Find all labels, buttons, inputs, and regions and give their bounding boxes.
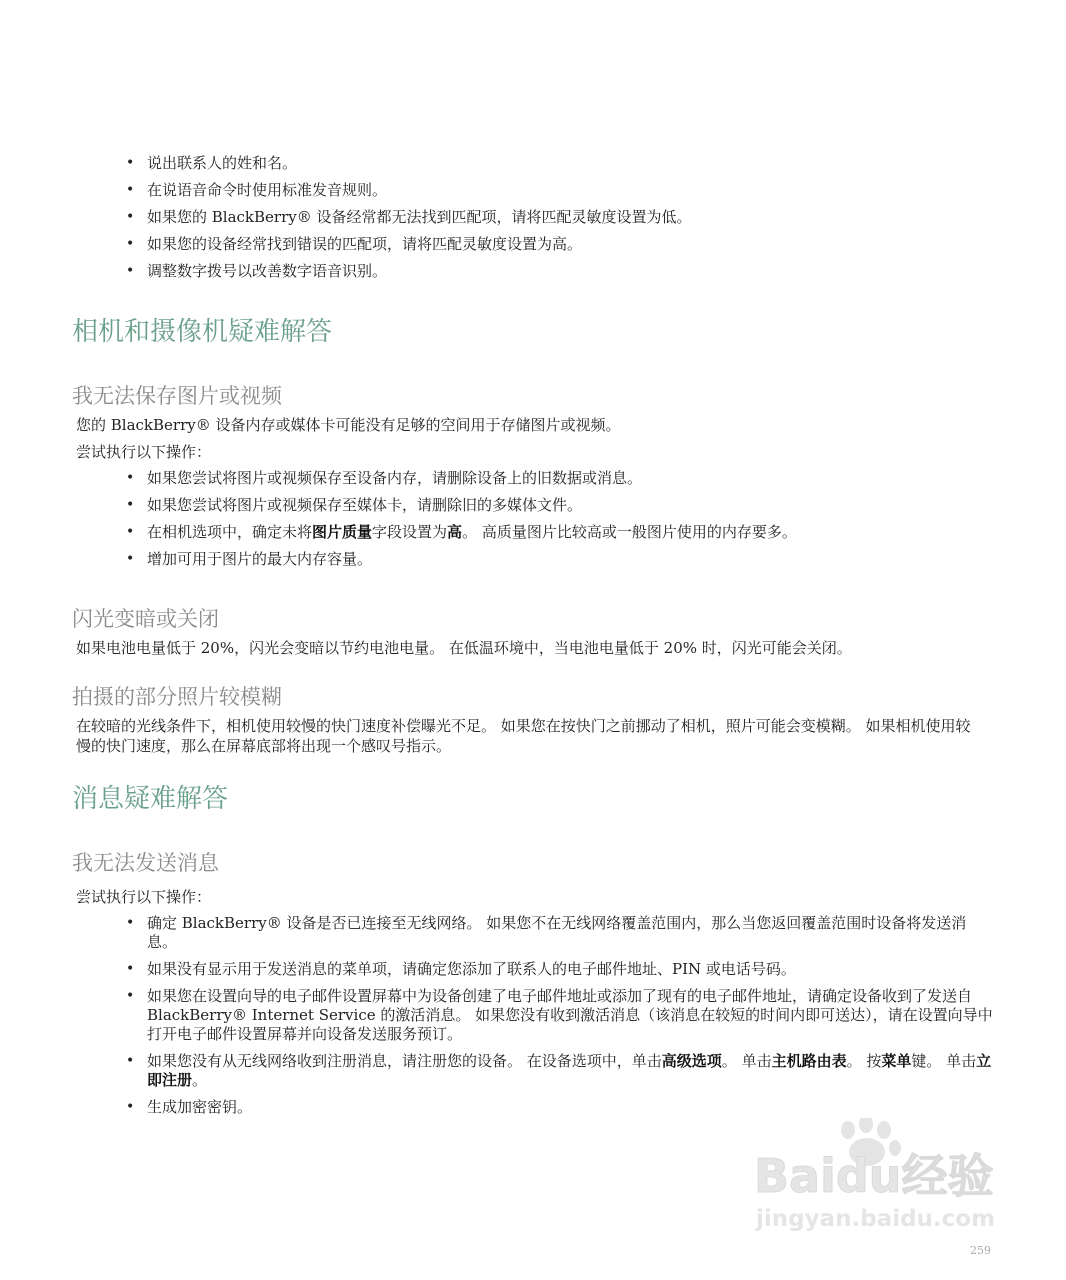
bullet-icon: • bbox=[126, 1053, 135, 1069]
list-item: • 如果您没有从无线网络收到注册消息，请注册您的设备。 在设备选项中，单击高级选项。 单击主机路由表。 按菜单键。 单击立即注册。 bbox=[126, 1052, 992, 1089]
camera-section-heading: 相机和摄像机疑难解答 bbox=[72, 317, 333, 347]
bullet-icon: • bbox=[126, 263, 135, 279]
send-try-label: 尝试执行以下操作： bbox=[76, 888, 212, 906]
bullet-icon: • bbox=[126, 470, 135, 486]
list-item: • 增加可用于图片的最大内存容量。 bbox=[126, 550, 373, 568]
flash-heading: 闪光变暗或关闭 bbox=[72, 607, 219, 631]
list-item: • 如果您在设置向导的电子邮件设置屏幕中为设备创建了电子邮件地址或添加了现有的电子邮件地址，请确定设备收到了发送自 BlackBerry® Internet Service 的激活消息。 如果您没有收到激活消息（该消息在较短的时间内即可送达），请在设置向导中打开电子邮件设置屏幕并向设备发送服务预订。 bbox=[126, 987, 993, 1043]
page-number: 259 bbox=[970, 1244, 991, 1257]
register-now-label: 立即注册 bbox=[147, 1052, 992, 1089]
bullet-icon: • bbox=[126, 1099, 135, 1115]
watermark-url-text: jingyan.baidu.com bbox=[756, 1206, 996, 1232]
flash-text: 如果电池电量低于 20%，闪光会变暗以节约电池电量。 在低温环境中，当电池电量低于 20% 时，闪光可能会关闭。 bbox=[76, 639, 852, 657]
bullet-icon: • bbox=[126, 551, 135, 567]
baidu-watermark-logo bbox=[752, 1118, 1002, 1236]
list-item: • 在说语音命令时使用标准发音规则。 bbox=[126, 181, 388, 199]
messages-section-heading: 消息疑难解答 bbox=[72, 784, 229, 814]
bullet-icon: • bbox=[126, 988, 135, 1004]
list-item: • 如果您尝试将图片或视频保存至设备内存，请删除设备上的旧数据或消息。 bbox=[126, 469, 643, 487]
list-item: • 生成加密密钥。 bbox=[126, 1098, 253, 1116]
list-item: • 如果没有显示用于发送消息的菜单项，请确定您添加了联系人的电子邮件地址、PIN 或电话号码。 bbox=[126, 960, 796, 978]
save-heading: 我无法保存图片或视频 bbox=[72, 384, 282, 408]
picture-quality-field: 图片质量 bbox=[312, 523, 373, 541]
save-tips-list bbox=[126, 469, 1006, 577]
bullet-icon: • bbox=[126, 961, 135, 977]
voice-tips-list bbox=[126, 154, 1006, 289]
list-item: • 如果您的设备经常找到错误的匹配项，请将匹配灵敏度设置为高。 bbox=[126, 235, 583, 253]
list-item: • 确定 BlackBerry® 设备是否已连接至无线网络。 如果您不在无线网络覆盖范围内，那么当您返回覆盖范围时设备将发送消息。 bbox=[126, 914, 967, 951]
bullet-icon: • bbox=[126, 497, 135, 513]
list-item: • 如果您的 BlackBerry® 设备经常都无法找到匹配项，请将匹配灵敏度设置为低。 bbox=[126, 208, 692, 226]
advanced-options-label: 高级选项 bbox=[661, 1052, 722, 1070]
send-tips-list bbox=[126, 914, 996, 1125]
bullet-icon: • bbox=[126, 209, 135, 225]
save-intro: 您的 BlackBerry® 设备内存或媒体卡可能没有足够的空间用于存储图片或视频。 bbox=[76, 416, 621, 434]
bullet-icon: • bbox=[126, 182, 135, 198]
list-item: • 如果您尝试将图片或视频保存至媒体卡，请删除旧的多媒体文件。 bbox=[126, 496, 583, 514]
bullet-icon: • bbox=[126, 524, 135, 540]
high-value: 高 bbox=[447, 523, 463, 541]
blurry-heading: 拍摄的部分照片较模糊 bbox=[72, 685, 282, 709]
save-try-label: 尝试执行以下操作： bbox=[76, 443, 212, 461]
menu-key-label: 菜单 bbox=[881, 1052, 912, 1070]
host-routing-table-label: 主机路由表 bbox=[771, 1052, 847, 1070]
send-heading: 我无法发送消息 bbox=[72, 851, 219, 875]
list-item: • 说出联系人的姓和名。 bbox=[126, 154, 298, 172]
bullet-icon: • bbox=[126, 155, 135, 171]
watermark-brand-text: Baidu经验 bbox=[754, 1149, 994, 1203]
list-item: • 在相机选项中，确定未将图片质量字段设置为高。 高质量图片比较高或一般图片使用的内存要多。 bbox=[126, 523, 797, 541]
bullet-icon: • bbox=[126, 236, 135, 252]
bullet-icon: • bbox=[126, 915, 135, 931]
blurry-text: 在较暗的光线条件下，相机使用较慢的快门速度补偿曝光不足。 如果您在按快门之前挪动了相机，照片可能会变模糊。 如果相机使用较慢的快门速度，那么在屏幕底部将出现一个感叹号指示。 bbox=[76, 717, 971, 755]
list-item: • 调整数字拨号以改善数字语音识别。 bbox=[126, 262, 388, 280]
